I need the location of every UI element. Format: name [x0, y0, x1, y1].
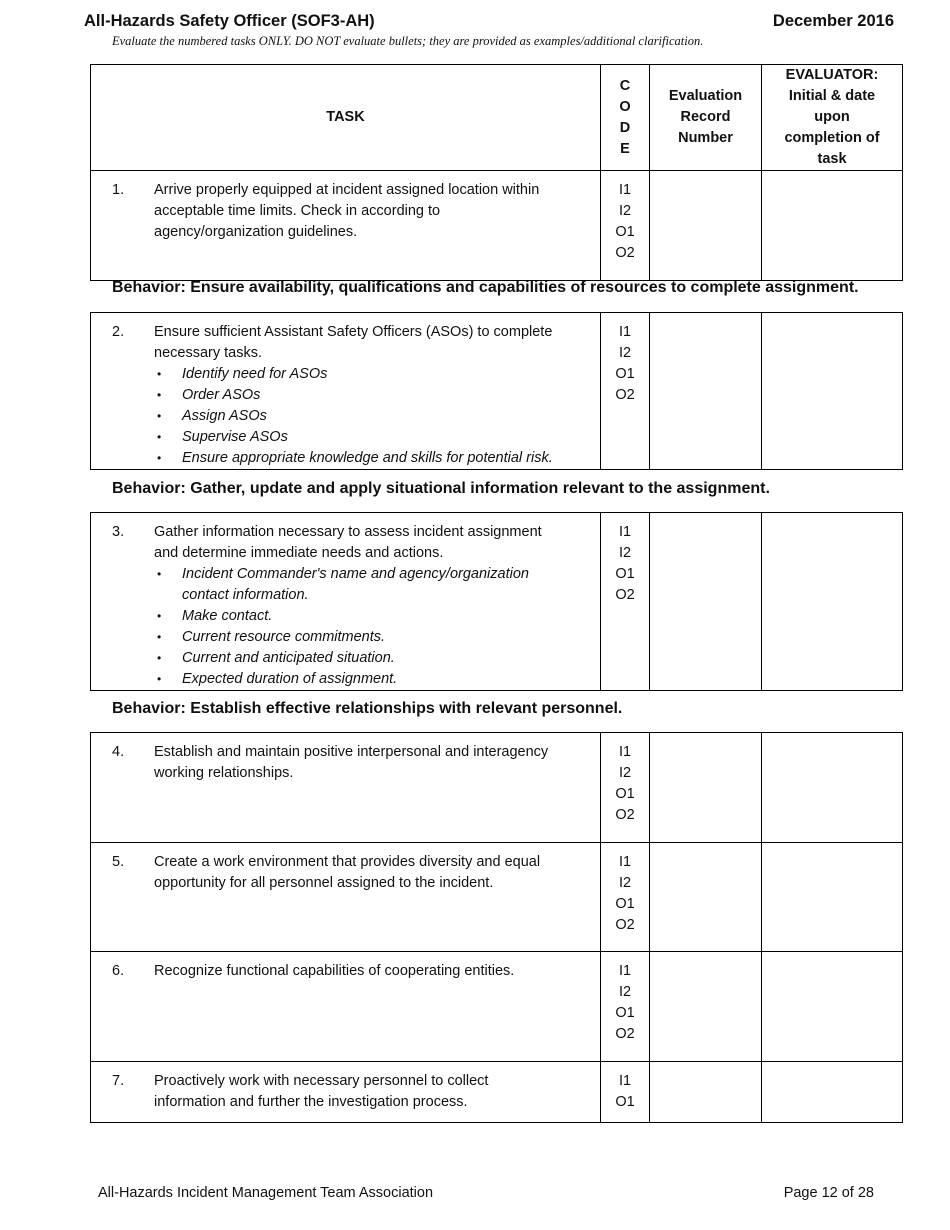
code-value: I1 [618, 854, 632, 870]
code-value: I2 [618, 765, 632, 781]
code-letter: E [620, 140, 630, 157]
evaluator-header-line: upon [814, 109, 850, 125]
evaluator-initial-cell[interactable] [762, 952, 903, 1062]
task-text-line: Arrive properly equipped at incident assigned location within [154, 182, 540, 198]
evaluator-column-header [762, 65, 903, 171]
task-text-line: Proactively work with necessary personnel to collect [154, 1073, 489, 1089]
task-table-section-4 [90, 732, 903, 1123]
task-text-line: acceptable time limits. Check in according to [154, 203, 441, 219]
task-number: 1. [112, 182, 125, 198]
code-value: I1 [618, 524, 632, 540]
code-cell [601, 313, 650, 470]
evaluator-header-line: task [817, 151, 847, 167]
evaluator-initial-cell[interactable] [762, 1062, 903, 1123]
record-number-cell[interactable] [650, 843, 762, 952]
code-value: O1 [615, 566, 635, 582]
task-row [91, 952, 903, 1062]
code-value: O1 [615, 896, 635, 912]
instructions: Evaluate the numbered tasks ONLY. DO NOT evaluate bullets; they are provided as examples/additional clarification. [112, 34, 704, 48]
evaluator-initial-cell[interactable] [762, 513, 903, 691]
code-value: I2 [618, 545, 632, 561]
task-text-line: information and further the investigation process. [154, 1094, 468, 1110]
task-cell [91, 313, 601, 470]
doc-date: December 2016 [772, 12, 894, 30]
task-number: 5. [112, 854, 125, 870]
evaluator-initial-cell[interactable] [762, 733, 903, 843]
record-column-header [650, 65, 762, 171]
task-text-line: Establish and maintain positive interpersonal and interagency [154, 744, 549, 760]
bullet-item: • Current and anticipated situation. [154, 648, 592, 669]
code-value: O1 [615, 1005, 635, 1021]
code-value: O2 [615, 1026, 635, 1042]
bullet-list [154, 364, 592, 469]
task-cell [91, 733, 601, 843]
task-table-section-1 [90, 64, 903, 281]
task-row [91, 843, 903, 952]
task-text-line: agency/organization guidelines. [154, 224, 358, 240]
code-letter: O [619, 98, 631, 115]
code-value: I1 [618, 324, 632, 340]
task-text-line: necessary tasks. [154, 345, 262, 361]
task-table-section-2 [90, 312, 903, 470]
footer-organization: All-Hazards Incident Management Team Association [98, 1185, 434, 1201]
code-value: I1 [618, 963, 632, 979]
code-cell [601, 171, 650, 281]
task-column-header: TASK [91, 65, 601, 171]
bullet-item: • Expected duration of assignment. [154, 669, 592, 690]
task-cell [91, 952, 601, 1062]
task-cell [91, 171, 601, 281]
task-cell [91, 1062, 601, 1123]
code-cell [601, 733, 650, 843]
task-row [91, 313, 903, 470]
record-number-cell[interactable] [650, 513, 762, 691]
footer-page-number: Page 12 of 28 [783, 1185, 874, 1201]
bullet-item: • Make contact. [154, 606, 592, 627]
bullet-line: • Incident Commander's name and agency/organization [182, 566, 529, 582]
evaluator-initial-cell[interactable] [762, 171, 903, 281]
task-text-line: Create a work environment that provides diversity and equal [154, 854, 541, 870]
behavior-heading: Behavior: Gather, update and apply situational information relevant to the assignment. [112, 480, 770, 497]
code-value: O2 [615, 917, 635, 933]
record-number-cell[interactable] [650, 733, 762, 843]
code-cell [601, 952, 650, 1062]
evaluator-header-line: Initial & date [788, 88, 876, 104]
task-text-line: and determine immediate needs and actions. [154, 545, 444, 561]
task-text-line: Gather information necessary to assess incident assignment [154, 524, 542, 540]
bullet-item: • Assign ASOs [154, 406, 592, 427]
task-row [91, 1062, 903, 1123]
code-value: I2 [618, 875, 632, 891]
code-letter: D [619, 119, 631, 136]
code-value: O2 [615, 587, 635, 603]
task-number: 2. [112, 324, 125, 340]
record-header-line: Number [678, 130, 733, 146]
code-value: I1 [618, 182, 632, 198]
code-value: O2 [615, 807, 635, 823]
record-number-cell[interactable] [650, 1062, 762, 1123]
code-value: I1 [618, 1073, 632, 1089]
code-cell [601, 843, 650, 952]
bullet-item: • Supervise ASOs [154, 427, 592, 448]
code-value: I2 [618, 984, 632, 1000]
evaluator-header-line: completion of [784, 130, 880, 146]
table-header-row [91, 65, 903, 171]
task-table-section-3 [90, 512, 903, 691]
code-cell [601, 1062, 650, 1123]
task-row [91, 513, 903, 691]
task-cell [91, 513, 601, 691]
doc-title: All-Hazards Safety Officer (SOF3-AH) [84, 12, 375, 30]
bullet-item: • Current resource commitments. [154, 627, 592, 648]
evaluator-initial-cell[interactable] [762, 313, 903, 470]
task-text-line: opportunity for all personnel assigned to the incident. [154, 875, 494, 891]
bullet-item: • Ensure appropriate knowledge and skills for potential risk. [154, 448, 592, 469]
code-value: O1 [615, 224, 635, 240]
task-text-line: Recognize functional capabilities of cooperating entities. [154, 963, 515, 979]
bullet-item: • Identify need for ASOs [154, 364, 592, 385]
task-text-line: Ensure sufficient Assistant Safety Officers (ASOs) to complete [154, 324, 553, 340]
code-value: O2 [615, 245, 635, 261]
bullet-line: contact information. [182, 587, 309, 603]
evaluator-initial-cell[interactable] [762, 843, 903, 952]
bullet-list [154, 564, 592, 690]
task-row [91, 733, 903, 843]
task-number: 3. [112, 524, 125, 540]
code-value: O2 [615, 387, 635, 403]
bullet-item: • Order ASOs [154, 385, 592, 406]
record-header-line: Record [680, 109, 731, 125]
task-number: 7. [112, 1073, 125, 1089]
behavior-heading: Behavior: Ensure availability, qualifications and capabilities of resources to complete assignment. [112, 279, 859, 296]
record-number-cell[interactable] [650, 313, 762, 470]
code-column-header [601, 65, 650, 171]
task-number: 6. [112, 963, 125, 979]
code-value: I1 [618, 744, 632, 760]
record-number-cell[interactable] [650, 171, 762, 281]
code-value: O1 [615, 1094, 635, 1110]
task-number: 4. [112, 744, 125, 760]
task-text-line: working relationships. [154, 765, 294, 781]
evaluator-header-line: EVALUATOR: [785, 67, 879, 83]
code-value: I2 [618, 345, 632, 361]
code-value: O1 [615, 366, 635, 382]
record-header-line: Evaluation [668, 88, 743, 104]
code-value: O1 [615, 786, 635, 802]
code-cell [601, 513, 650, 691]
code-letter: C [619, 77, 631, 94]
code-value: I2 [618, 203, 632, 219]
task-cell [91, 843, 601, 952]
behavior-heading: Behavior: Establish effective relationships with relevant personnel. [112, 700, 623, 717]
bullet-item [154, 564, 592, 606]
record-number-cell[interactable] [650, 952, 762, 1062]
task-row [91, 171, 903, 281]
